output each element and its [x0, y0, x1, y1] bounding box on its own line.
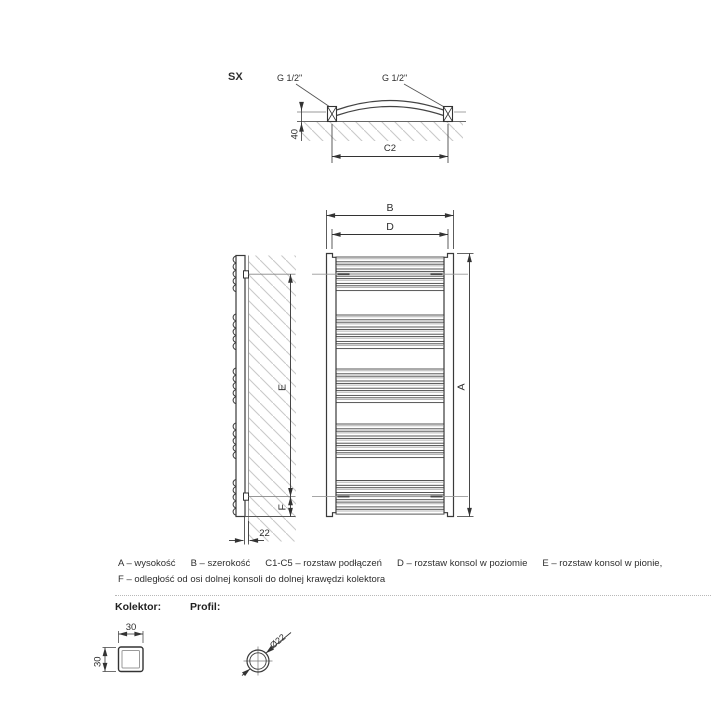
radiator-rung — [336, 279, 444, 284]
dim-label-c2: C2 — [383, 143, 397, 154]
dim-label-e: E — [276, 383, 289, 391]
kolektor-dimension-width — [119, 622, 144, 643]
dimension-a — [456, 254, 474, 517]
radiator-rung — [336, 376, 444, 381]
fitting-left — [328, 107, 337, 122]
radiator-rung — [336, 369, 444, 374]
radiator-rung — [336, 431, 444, 436]
dim-label-a: A — [455, 383, 468, 391]
wall-hatch-top-view — [300, 122, 463, 141]
profil-section-label: Profil: — [190, 601, 221, 613]
radiator-rung — [336, 322, 444, 327]
legend-line-1 — [118, 556, 698, 572]
legend — [118, 556, 698, 588]
radiator-rung — [336, 502, 444, 507]
legend-line-2: F – odległość od osi dolnej konsoli do dolnej krawędzi kolektora — [118, 574, 386, 585]
front-view — [312, 202, 474, 517]
legend-item-a: A – wysokość — [118, 558, 176, 569]
kolektor-inner-profile — [122, 651, 140, 669]
fitting-right — [444, 107, 453, 122]
bracket-bottom — [244, 493, 249, 500]
section-separator — [115, 595, 711, 596]
collector-right — [444, 254, 454, 517]
radiator-rung — [336, 315, 444, 320]
radiator-rung — [336, 481, 444, 486]
radiator-rungs — [336, 257, 444, 514]
dim-label-40: 40 — [289, 128, 301, 140]
model-label: SX — [228, 71, 243, 83]
wall-hatch-side-view — [249, 256, 296, 542]
radiator-rung — [336, 398, 444, 403]
radiator-rung — [336, 438, 444, 443]
profil-cross-section — [242, 632, 291, 676]
bracket-top — [244, 271, 249, 278]
dim-label-d: D — [386, 221, 394, 233]
radiator-arc-outer — [337, 101, 444, 111]
radiator-rung — [336, 446, 444, 451]
legend-item-d: D – rozstaw konsol w poziomie — [396, 558, 528, 569]
radiator-rung — [336, 286, 444, 291]
dim-label-b: B — [386, 202, 394, 214]
radiator-rung — [336, 453, 444, 458]
dim-label-22: 22 — [259, 528, 270, 539]
radiator-rung — [336, 329, 444, 334]
radiator-rung — [336, 337, 444, 342]
kolektor-dimension-height — [93, 648, 117, 672]
kolektor-dim-label-30-top: 30 — [125, 622, 137, 633]
legend-item-b: B – szerokość — [190, 558, 251, 569]
radiator-rung — [336, 257, 444, 262]
profil-dim-label-diameter: Ø22 — [267, 631, 288, 651]
connection-thread-label-right: G 1/2" — [382, 73, 408, 83]
kolektor-cross-section — [93, 622, 144, 672]
collector-side-view — [236, 256, 245, 517]
side-view — [229, 256, 296, 545]
kolektor-section-label: Kolektor: — [115, 601, 162, 613]
dim-label-f: F — [276, 504, 289, 511]
radiator-arc-inner — [337, 107, 444, 116]
connection-thread-label-left: G 1/2" — [277, 73, 303, 83]
radiator-rung — [336, 391, 444, 396]
radiator-rung — [336, 488, 444, 493]
radiator-rung — [336, 264, 444, 269]
kolektor-dim-label-30-left: 30 — [92, 656, 104, 667]
dimension-d — [332, 221, 448, 249]
radiator-rung — [336, 383, 444, 388]
radiator-rung — [336, 495, 444, 500]
radiator-rung — [336, 344, 444, 349]
collector-left — [327, 254, 337, 517]
legend-item-c: C1-C5 – rozstaw podłączeń — [265, 558, 382, 569]
radiator-rung — [336, 424, 444, 429]
legend-item-e: E – rozstaw konsol w pionie, — [542, 558, 663, 569]
radiator-rung — [336, 509, 444, 514]
top-view — [228, 71, 466, 163]
